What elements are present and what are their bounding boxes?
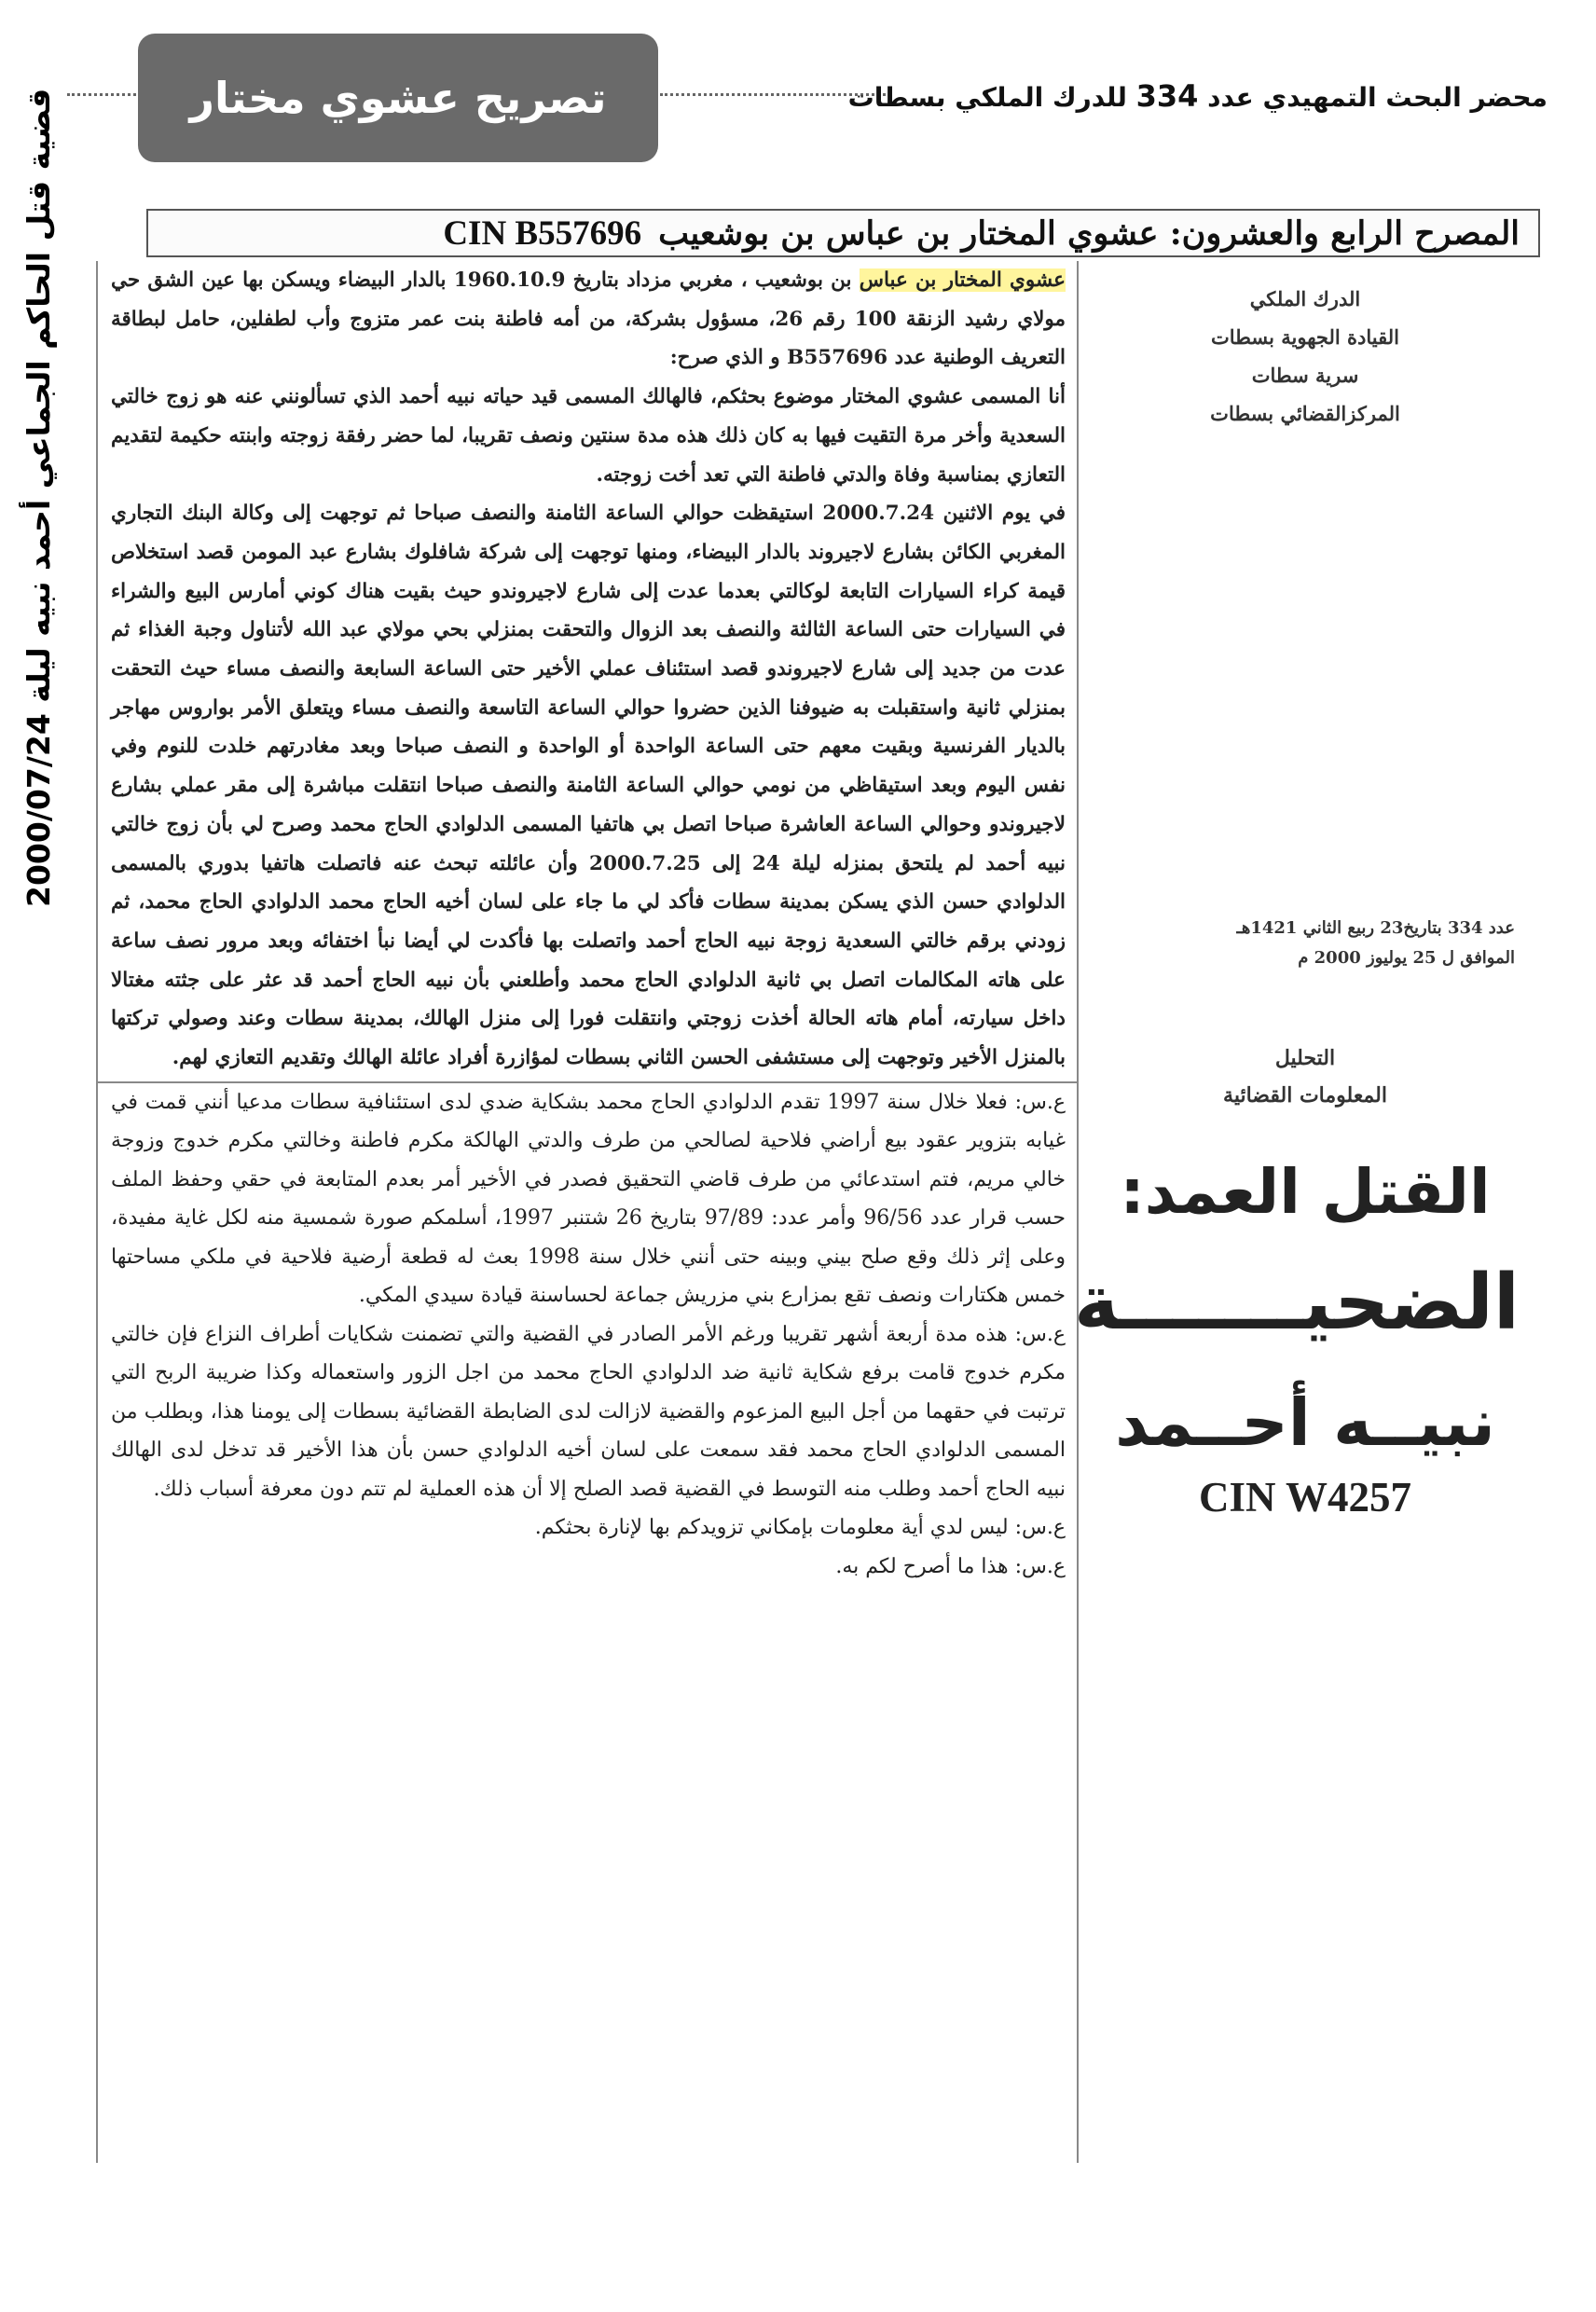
victim-cin: CIN W4257 xyxy=(1199,1474,1411,1521)
unit-line: الدرك الملكي xyxy=(1249,287,1361,310)
document-title xyxy=(146,209,1540,257)
qa-section xyxy=(98,1083,1077,1587)
title-box xyxy=(138,34,658,162)
unit-line: المركزالقضائي بسطات xyxy=(1210,402,1400,425)
victim-label: الضحيـــــــة xyxy=(1073,1259,1520,1347)
qa-answer: ع.س: هذه مدة أربعة أشهر تقريبا ورغم الأمر الصادر في القضية والتي تضمنت شكايات أطراف النزاع فإن خالتي مكرم خدوج قامت برفع شكاية ثانية ضد الدلوادي الحاج محمد من اجل الزور واستعماله وكذا ضريبة الربح التي ترتبت في حقهما من أجل البيع المزعوم والقضية لازالت لدى الضابطة القضائية بسطات إلى يومنا هذا، وبطلب من المسمى الدلوادي الحاج محمد فقد سمعت على لسان أخيه الدلوادي حسن بأن هذا الأخير قد تدخل لدى الهالك نبيه الحاج أحمد وطلب منه التوسط في القضية قصد الصلح إلا أن هذه العملية لم تتم دون معرفة أسباب ذلك. xyxy=(111,1322,1066,1501)
unit-line: سرية سطات xyxy=(1251,364,1359,387)
date-line: الموافق ل 25 يوليوز 2000 م xyxy=(1298,948,1515,968)
qa-answer: ع.س: ليس لدي أية معلومات بإمكاني تزويدكم بها لإنارة بحثكم. xyxy=(534,1516,1066,1540)
crime-label: القتل العمد: xyxy=(1120,1156,1491,1228)
statement-column xyxy=(96,261,1079,2163)
header-number: 334 xyxy=(1135,78,1199,114)
side-title: قضية قتل الحاكم الجماعي أحمد نبيه ليلة 2000/07/24 xyxy=(21,89,57,908)
statement-paragraph: أنا المسمى عشوي المختار موضوع بحثكم، فالهالك المسمى قيد حياته نبيه أحمد الذي تسألونني عنه هو زوج خالتي السعدية وأخر مرة التقيت فيها به كان ذلك هذه مدة سنتين ونصف تقريبا، لما حضر رفقة زوجته وابنته حكيمة لتقديم التعازي بمناسبة وفاة والدتي فاطنة التي تعد أخت زوجته. xyxy=(111,385,1066,487)
report-header xyxy=(847,78,1548,114)
header-dotted-line xyxy=(67,93,136,96)
statement-intro: بن بوشعيب ، مغربي مزداد بتاريخ 1960.10.9 بالدار البيضاء ويسكن بها عين الشق حي مولاي رشيد الزنقة 100 رقم 26، مسؤول بشركة، من أمه فاطنة بنت عمر متزوج وأب لطفلين، حامل لبطاقة التعريف الوطنية عدد B557696 و الذي صرح: xyxy=(111,268,1066,370)
unit-block xyxy=(1137,280,1473,433)
document-title-text: المصرح الرابع والعشرون: عشوي المختار بن عباس بن بوشعيب xyxy=(658,213,1520,253)
analysis-line: التحليل xyxy=(1274,1046,1336,1070)
title-box-text: تصريح عشوي مختار xyxy=(189,73,607,123)
document-title-cin: CIN B557696 xyxy=(443,213,642,253)
header-text-before: محضر البحث التمهيدي عدد xyxy=(1198,82,1548,113)
document-scan xyxy=(89,209,1520,2200)
analysis-line: المعلومات القضائية xyxy=(1223,1083,1387,1108)
date-line: عدد 334 بتاريخ23 ربيع الثاني 1421هـ xyxy=(1236,918,1515,938)
header-text-after: للدرك الملكي بسطات xyxy=(847,82,1136,113)
qa-answer: ع.س: فعلا خلال سنة 1997 تقدم الدلوادي الحاج محمد بشكاية ضدي لدى استئنافية سطات مدعيا أنني قمت في غيابه بتزوير عقود بيع أراضي فلاحية لصالحي من طرف والدتي الهالكة مكرم فاطنة وخالتي مكرم خدوج وزوجة خالي مريم، فتم استدعائي من طرف قاضي التحقيق فصدر في الأخير أمر بعدم المتابعة في حقي وحفظ الملف حسب قرار عدد 96/56 وأمر عدد: 97/89 بتاريخ 26 شتنبر 1997، أسلمكم صورة شمسية منه لكل غاية مفيدة، وعلى إثر ذلك وقع صلح بيني وبينه حتى أنني خلال سنة 1998 بعث له قطعة أرضية فلاحية في ملكي مساحتها خمس هكتارات ونصف تقع بمزارع بني مزريش جماعة لحساسنة قيادة سيدي المكي. xyxy=(111,1090,1066,1308)
victim-name: نبيــه أحــمد xyxy=(1115,1384,1495,1461)
qa-answer: ع.س: هذا ما أصرح لكم به. xyxy=(835,1554,1066,1578)
highlighted-name: عشوي المختار بن عباس xyxy=(859,268,1066,292)
unit-line: القيادة الجهوية بسطات xyxy=(1211,325,1399,349)
statement-paragraph: في يوم الاثنين 2000.7.24 استيقظت حوالي الساعة الثامنة والنصف صباحا ثم توجهت إلى وكالة البنك التجاري المغربي الكائن بشارع لاجيروند بالدار البيضاء، ومنها توجهت إلى شركة شافلوك بشارع عبد المومن قصد استخلاص قيمة كراء السيارات التابعة لوكالتي بعدما عدت إلى شارع لاجيروندو حيث بقيت هناك كوني أمارس البيع والشراء في السيارات حتى الساعة الثالثة والنصف بعد الزوال والتحقت بمنزلي بحي مولاي عبد الله لأتناول وجبة الغذاء ثم عدت من جديد إلى شارع لاجيروندو قصد استئناف عملي الأخير حتى الساعة السابعة والنصف مساء حيث التحقت بمنزلي ثانية واستقبلت به ضيوفنا الذين حضروا حوالي الساعة التاسعة والنصف مساء ويتعلق الأمر بواروس مهاجر بالديار الفرنسية وبقيت معهم حتى الساعة الواحدة أو الواحدة و النصف صباحا وبعد مغادرتهم خلدت للنوم وفي نفس اليوم وبعد استيقاظي من نومي حوالي الساعة الثامنة والنصف صباحا انتقلت مباشرة إلى مقر عملي بشارع لاجيروندو وحوالي الساعة العاشرة صباحا اتصل بي هاتفيا المسمى الدلوادي الحاج محمد وصرح لي بأن زوج خالتي نبيه أحمد لم يلتحق بمنزله ليلة 24 إلى 2000.7.25 وأن عائلته تبحث عنه فاتصلت هاتفيا بدوري بالمسمى الدلوادي حسن الذي يسكن بمدينة سطات فأكد لي ما جاء على لسان أخيه الحاج محمد الدلوادي الحاج محمد، ثم زودني برقم خالتي السعدية زوجة نبيه الحاج أحمد واتصلت بها فأكدت لي أيضا نبأ اختفائه وبعد مرور نصف ساعة على هاته المكالمات اتصل بي ثانية الدلوادي الحاج محمد وأطلعني بأن نبيه الحاج أحمد قد عثر على جثته مغتالا داخل سيارته، أمام هاته الحالة أخذت زوجتي وانتقلت فورا إلى منزل الهالك، بمدينة سطات وعند وصولي تركتها بالمنزل الأخير وتوجهت إلى مستشفى الحسن الثاني بسطات لمؤازرة أفراد عائلة الهالك وتقديم التعازي لهم. xyxy=(111,502,1066,1070)
analysis-block xyxy=(1091,1039,1520,1114)
date-block xyxy=(1086,914,1515,973)
side-column xyxy=(1073,261,1520,1521)
statement-paragraph xyxy=(98,261,1077,378)
